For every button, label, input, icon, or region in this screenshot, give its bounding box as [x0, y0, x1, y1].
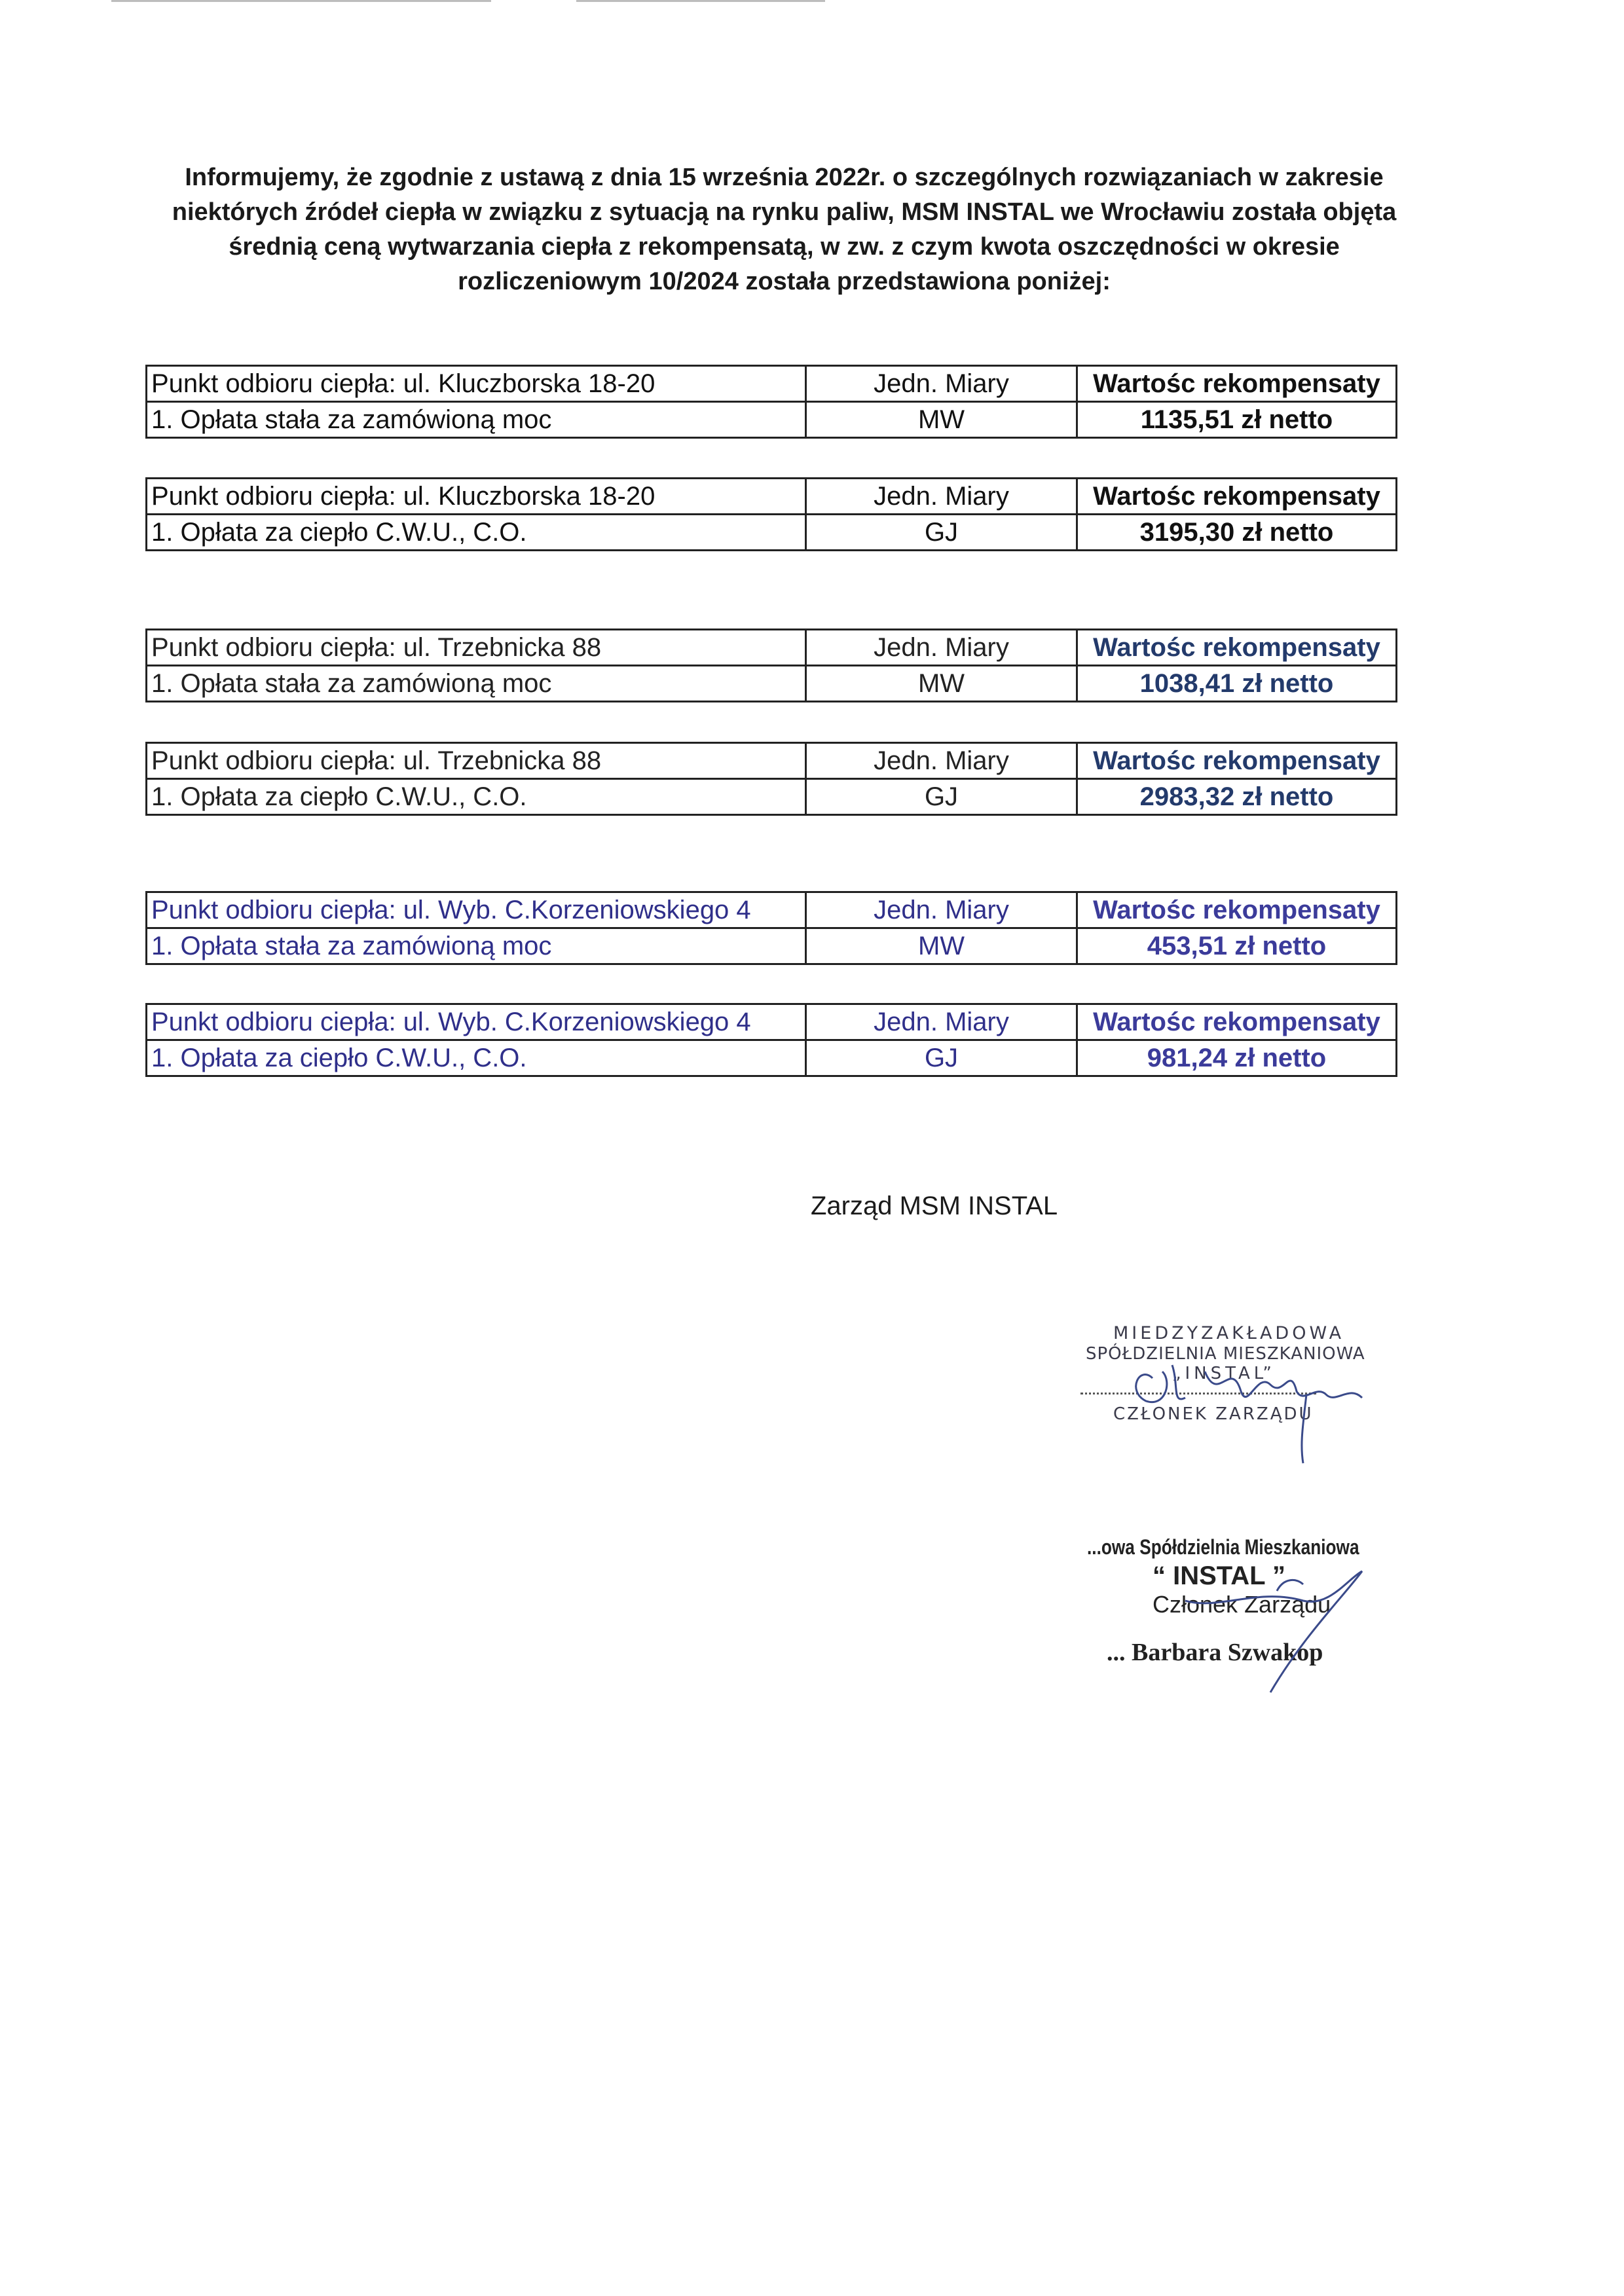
fee-item: 1. Opłata stała za zamówioną moc	[147, 666, 806, 702]
compensation-value: 3195,30 zł netto	[1077, 515, 1397, 551]
table-row	[147, 515, 1397, 551]
compensation-table	[145, 891, 1397, 965]
stamp-line: ...owa Spółdzielnia Mieszkaniowa	[1087, 1535, 1359, 1559]
unit-header: Jedn. Miary	[806, 892, 1077, 928]
fee-item: 1. Opłata za ciepło C.W.U., C.O.	[147, 515, 806, 551]
unit-header: Jedn. Miary	[806, 743, 1077, 779]
unit-value: MW	[806, 402, 1077, 438]
compensation-value: 981,24 zł netto	[1077, 1040, 1397, 1076]
table-header-row	[147, 1004, 1397, 1040]
value-header: Wartośc rekompensaty	[1077, 479, 1397, 515]
compensation-value: 2983,32 zł netto	[1077, 779, 1397, 815]
unit-header: Jedn. Miary	[806, 1004, 1077, 1040]
fee-item: 1. Opłata za ciepło C.W.U., C.O.	[147, 779, 806, 815]
fee-item: 1. Opłata za ciepło C.W.U., C.O.	[147, 1040, 806, 1076]
stamp-line: „INSTAL”	[1172, 1364, 1276, 1383]
heat-point-label: Punkt odbioru ciepła: ul. Kluczborska 18-20	[147, 479, 806, 515]
compensation-value: 453,51 zł netto	[1077, 928, 1397, 964]
fee-item: 1. Opłata stała za zamówioną moc	[147, 402, 806, 438]
value-header: Wartośc rekompensaty	[1077, 366, 1397, 402]
compensation-table	[145, 477, 1397, 551]
table-header-row	[147, 743, 1397, 779]
stamp-line: Członek Zarządu	[1153, 1591, 1331, 1618]
heat-point-label: Punkt odbioru ciepła: ul. Trzebnicka 88	[147, 630, 806, 666]
stamp-line: CZŁONEK ZARZĄDU	[1113, 1404, 1314, 1424]
compensation-table	[145, 1003, 1397, 1077]
table-row	[147, 402, 1397, 438]
heat-point-label: Punkt odbioru ciepła: ul. Trzebnicka 88	[147, 743, 806, 779]
stamp-line: SPÓŁDZIELNIA MIESZKANIOWA	[1086, 1344, 1365, 1364]
handwritten-signature	[1087, 1525, 1454, 1702]
board-member-name-stamp	[1087, 1525, 1454, 1702]
board-signature-heading: Zarząd MSM INSTAL	[811, 1192, 1058, 1220]
compensation-table	[145, 629, 1397, 702]
stamp-line: ... Barbara Szwakop	[1107, 1639, 1323, 1666]
value-header: Wartośc rekompensaty	[1077, 743, 1397, 779]
unit-value: GJ	[806, 1040, 1077, 1076]
compensation-table	[145, 365, 1397, 439]
scan-edge-line	[576, 0, 825, 2]
unit-value: MW	[806, 666, 1077, 702]
heat-point-label: Punkt odbioru ciepła: ul. Wyb. C.Korzeniowskiego 4	[147, 1004, 806, 1040]
table-row	[147, 779, 1397, 815]
value-header: Wartośc rekompensaty	[1077, 630, 1397, 666]
board-member-stamp	[1074, 1319, 1388, 1489]
table-header-row	[147, 479, 1397, 515]
value-header: Wartośc rekompensaty	[1077, 1004, 1397, 1040]
table-row	[147, 666, 1397, 702]
table-row	[147, 928, 1397, 964]
stamp-line: MIEDZYZAKŁADOWA	[1113, 1323, 1345, 1343]
compensation-value: 1038,41 zł netto	[1077, 666, 1397, 702]
compensation-table	[145, 742, 1397, 816]
compensation-value: 1135,51 zł netto	[1077, 402, 1397, 438]
scan-edge-line	[111, 0, 491, 2]
unit-header: Jedn. Miary	[806, 479, 1077, 515]
table-header-row	[147, 630, 1397, 666]
heat-point-label: Punkt odbioru ciepła: ul. Kluczborska 18-20	[147, 366, 806, 402]
handwritten-signature	[1074, 1319, 1388, 1489]
table-header-row	[147, 366, 1397, 402]
heat-point-label: Punkt odbioru ciepła: ul. Wyb. C.Korzeniowskiego 4	[147, 892, 806, 928]
unit-value: GJ	[806, 515, 1077, 551]
stamp-line: “ INSTAL ”	[1153, 1561, 1285, 1590]
intro-paragraph: Informujemy, że zgodnie z ustawą z dnia 15 września 2022r. o szczególnych rozwiązaniach w zakresie niektórych źródeł ciepła w związku z sytuacją na rynku paliw, MSM INSTAL we Wrocławiu została objęta średnią ceną wytwarzania ciepła z rekompensatą, w zw. z czym kwota oszczędności w okresie rozliczeniowym 10/2024 została przedstawiona poniżej:	[172, 164, 1397, 295]
table-row	[147, 1040, 1397, 1076]
table-header-row	[147, 892, 1397, 928]
unit-header: Jedn. Miary	[806, 366, 1077, 402]
unit-value: GJ	[806, 779, 1077, 815]
unit-header: Jedn. Miary	[806, 630, 1077, 666]
unit-value: MW	[806, 928, 1077, 964]
value-header: Wartośc rekompensaty	[1077, 892, 1397, 928]
fee-item: 1. Opłata stała za zamówioną moc	[147, 928, 806, 964]
